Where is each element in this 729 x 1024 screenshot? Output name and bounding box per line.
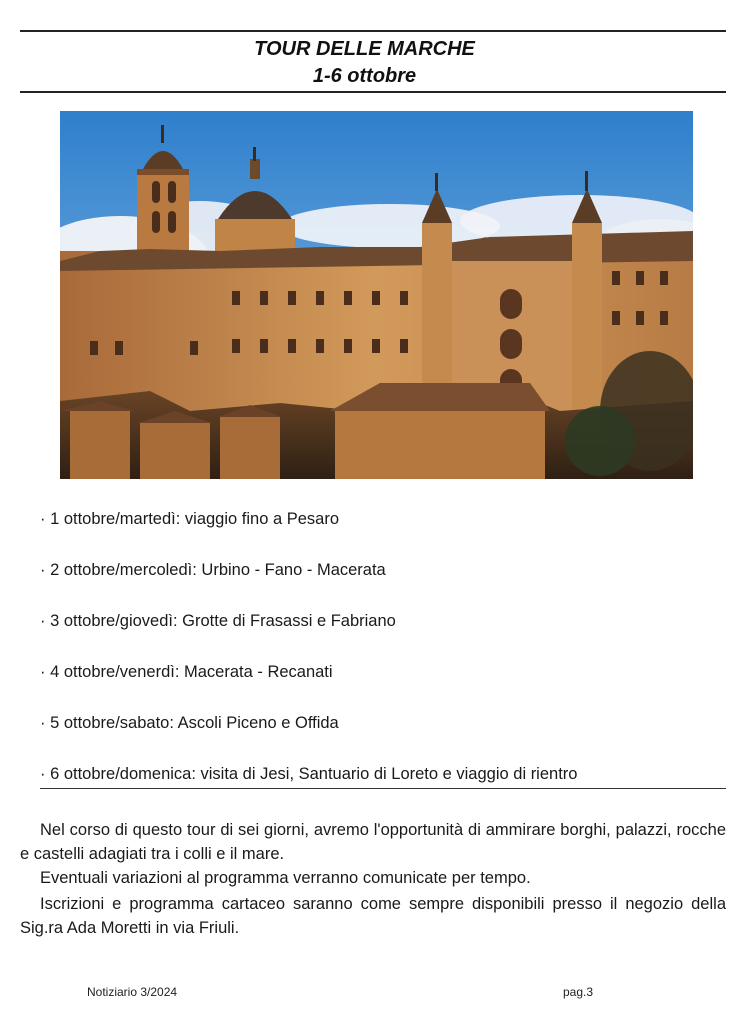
changes-notice: Eventuali variazioni al programma verranno comunicate per tempo. [40,869,531,887]
title-bottom-rule [20,91,726,93]
dashed-separator [40,788,726,789]
itinerary-item: · 2 ottobre/mercoledì: Urbino - Fano - Macerata [40,561,386,579]
itinerary-item: · 5 ottobre/sabato: Ascoli Piceno e Offida [40,714,339,732]
page-subtitle-dates: 1-6 ottobre [312,65,417,87]
page-number: pag.3 [563,985,594,999]
registration-notice: Iscrizioni e programma cartaceo saranno come sempre disponibili presso il negozio della Sig.ra Ada Moretti in via Friuli. [20,895,726,937]
itinerary-item: · 1 ottobre/martedì: viaggio fino a Pesaro [40,510,339,528]
page-title: TOUR DELLE MARCHE [254,38,475,60]
description-paragraph: Nel corso di questo tour di sei giorni, avremo l'opportunità di ammirare borghi, palazzi, rocche e castelli adagiati tra i colli e il mare. [20,821,726,863]
itinerary-item: · 4 ottobre/venerdì: Macerata - Recanati [40,663,333,681]
urbino-palace-photo [60,111,693,479]
itinerary-item: · 3 ottobre/giovedì: Grotte di Frasassi e Fabriano [40,612,396,630]
top-rule [20,30,726,32]
itinerary-item: · 6 ottobre/domenica: visita di Jesi, Santuario di Loreto e viaggio di rientro [40,765,578,783]
newsletter-issue: Notiziario 3/2024 [87,985,178,999]
